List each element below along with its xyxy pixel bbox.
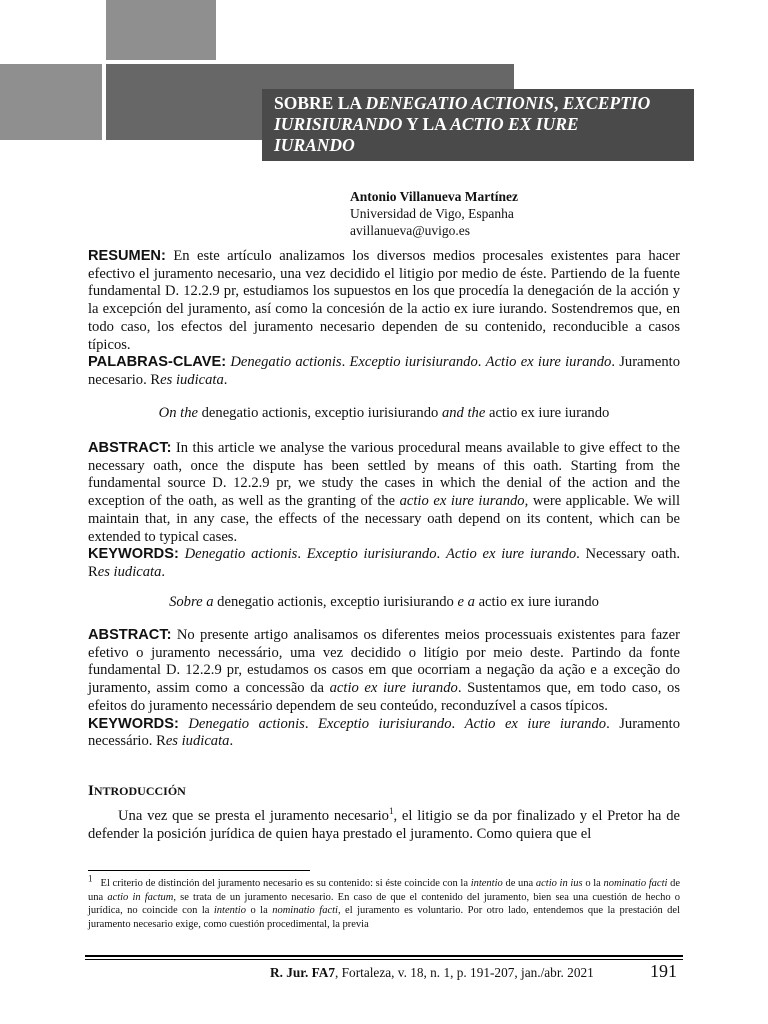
palabras-k1: Denegatio actionis <box>230 354 342 371</box>
page-number: 191 <box>650 961 677 981</box>
portuguese-title: Sobre a denegatio actionis, exceptio iurisiurando e a actio ex iure iurando <box>169 594 599 610</box>
decorative-block-left <box>0 64 102 140</box>
running-footer <box>270 964 594 981</box>
abstract-en-text-end: , were applicable. We will maintain that, in any case, the effects of the necessary oath depend on its content, which can be extended to typical cases. <box>88 493 681 545</box>
author-block <box>350 188 518 239</box>
palabras-k5: es iudicata <box>160 371 224 388</box>
title-line-2: IURISIURANDO Y LA ACTIO EX IURE <box>274 114 579 134</box>
palabras-k3: Actio ex iure iurando <box>485 354 612 371</box>
decorative-block-top <box>106 0 216 60</box>
palabras-k2: Exceptio iurisiurando <box>349 354 478 371</box>
footnote-rule <box>88 870 310 871</box>
keywords-pt-label: KEYWORDS: <box>88 715 179 732</box>
english-title: On the denegatio actionis, exceptio iurisiurando and the actio ex iure iurando <box>158 405 610 421</box>
abstract-pt-text: No presente artigo analisamos os diferentes meios processuais existentes para fazer efetivo o juramento necessário, uma vez decidido o litígio por meio deste. Partindo da fonte fundamental D. 12.2.9 pr, estudamos os casos em que ocorriam a negação da ação e a exceção do juramento, assim como a concessão da <box>88 627 680 697</box>
title-line-3: IURANDO <box>274 135 355 155</box>
abstract-en-paragraph: ABSTRACT: In this article we analyse the various procedural means available to give effect to the necessary oath, once the dispute has been settled by means of this oath. Starting from the fundamental source D. 12.2.9 pr, we study the cases in which the denial of the action and the exception of the oath, as well as the granting of the actio ex iure iurando, were applicable. We will maintain that, in any case, the effects of the necessary oath depend on its content, which can be extended to typical cases. KEYWORDS: Denegatio actionis. Exceptio iurisiurando. Actio ex iure iurando. Necessary oath. Res iudicata. <box>88 440 681 580</box>
abstract-en-italic: actio ex iure iurando <box>399 493 525 510</box>
palabras-label: PALABRAS-CLAVE: <box>88 354 227 371</box>
title-line-1: SOBRE LA DENEGATIO ACTIONIS, EXCEPTIO <box>274 93 651 113</box>
footer-rule-thick <box>85 955 683 957</box>
palabras-k4: Juramento necesario. R <box>88 354 681 388</box>
abstract-pt-paragraph: ABSTRACT: No presente artigo analisamos os diferentes meios processuais existentes para fazer efetivo o juramento necessário, uma vez decidido o litígio por meio deste. Partindo da fonte fundamental D. 12.2.9 pr, estudamos os casos em que ocorriam a negação da ação e a exceção do juramento, assim como a concessão da actio ex iure iurando. Sustentamos que, em todo caso, os efeitos do juramento necessário dependem de seu conteúdo, reconduzível a casos típicos. KEYWORDS: Denegatio actionis. Exceptio iurisiurando. Actio ex iure iurando. Juramento necessário. Res iudicata. <box>88 627 681 750</box>
author-affiliation: Universidad de Vigo, Espanha <box>350 206 514 221</box>
intro-paragraph: Una vez que se presta el juramento necesario$^1$, el litigio se da por finalizado y el Pretor ha de defender la posición jurídica de quien haya prestado el juramento. Como quiera que el <box>88 806 680 842</box>
journal-name: R. Jur. FA7 <box>270 965 336 980</box>
abstract-pt-label: ABSTRACT: <box>88 627 172 643</box>
footnote-ref[interactable]: 1 <box>388 806 394 817</box>
author-name: Antonio Villanueva Martínez <box>350 189 518 204</box>
citation: , Fortaleza, v. 18, n. 1, p. 191-207, jan./abr. 2021 <box>335 965 594 980</box>
author-email[interactable]: avillanueva@uvigo.es <box>350 223 471 238</box>
section-heading-introduccion: INTRODUCCIÓN <box>88 783 186 799</box>
resumen-text: En este artículo analizamos los diversos medios procesales existentes para hacer efectivo el juramento necesario, una vez decidido el litigio por medio de éste. Partiendo de la fuente fundamental D. 12.2.9 pr, estudiamos los supuestos en los que procedía la denegación de la acción y la excepción del juramento, así como la concesión de la actio ex iure iurando. Sostendremos que, en todo caso, los efectos del juramento necesario dependen de su contenido, reconducible a casos típicos. <box>88 248 680 353</box>
abstract-pt-text-end: . Sustentamos que, em todo caso, os efeitos do juramento necessário dependem de seu conteúdo, reconduzível a casos típicos. <box>88 680 681 714</box>
abstract-pt-italic: actio ex iure iurando <box>329 680 458 697</box>
article-title <box>262 89 694 161</box>
keywords-en-label: KEYWORDS: <box>88 546 179 563</box>
footnote-1: $^1$ El criterio de distinción del juramento necesario es su contenido: si éste coincide con la intentio de una actio in ius o la nominatio facti de una actio in factum, se trata de un juramento necesario. En caso de que el contenido del juramento, bien sea una cuestión de hecho o jurídica, no coincide con la intentio o la nominatio facti, el juramento es voluntario. Por otro lado, entendemos que la prestación del juramento necesario exige, como cuestión procedimental, la previa <box>88 873 681 930</box>
abstract-en-label: ABSTRACT: <box>88 440 172 456</box>
abstract-en-text: In this article we analyse the various procedural means available to give effect to the necessary oath, once the dispute has been settled by means of this oath. Starting from the fundamental source D. 12.2.9 pr, we study the cases in which the denial of the action and the exception of the oath, as well as the granting of the <box>88 440 680 510</box>
resumen-label: RESUMEN: <box>88 248 166 264</box>
footer-rule-thin <box>85 959 683 960</box>
resumen-paragraph: RESUMEN: En este artículo analizamos los diversos medios procesales existentes para hacer efectivo el juramento necesario, una vez decidido el litigio por medio de éste. Partiendo de la fuente fundamental D. 12.2.9 pr, estudiamos los supuestos en los que procedía la denegación de la acción y la excepción del juramento, así como la concesión de la actio ex iure iurando. Sostendremos que, en todo caso, los efectos del juramento necesario dependen de su contenido, reconducible a casos típicos. PALABRAS-CLAVE: Denegatio actionis. Exceptio iurisiurando. Actio ex iure iurando. Juramento necesario. Res iudicata. <box>88 248 681 388</box>
